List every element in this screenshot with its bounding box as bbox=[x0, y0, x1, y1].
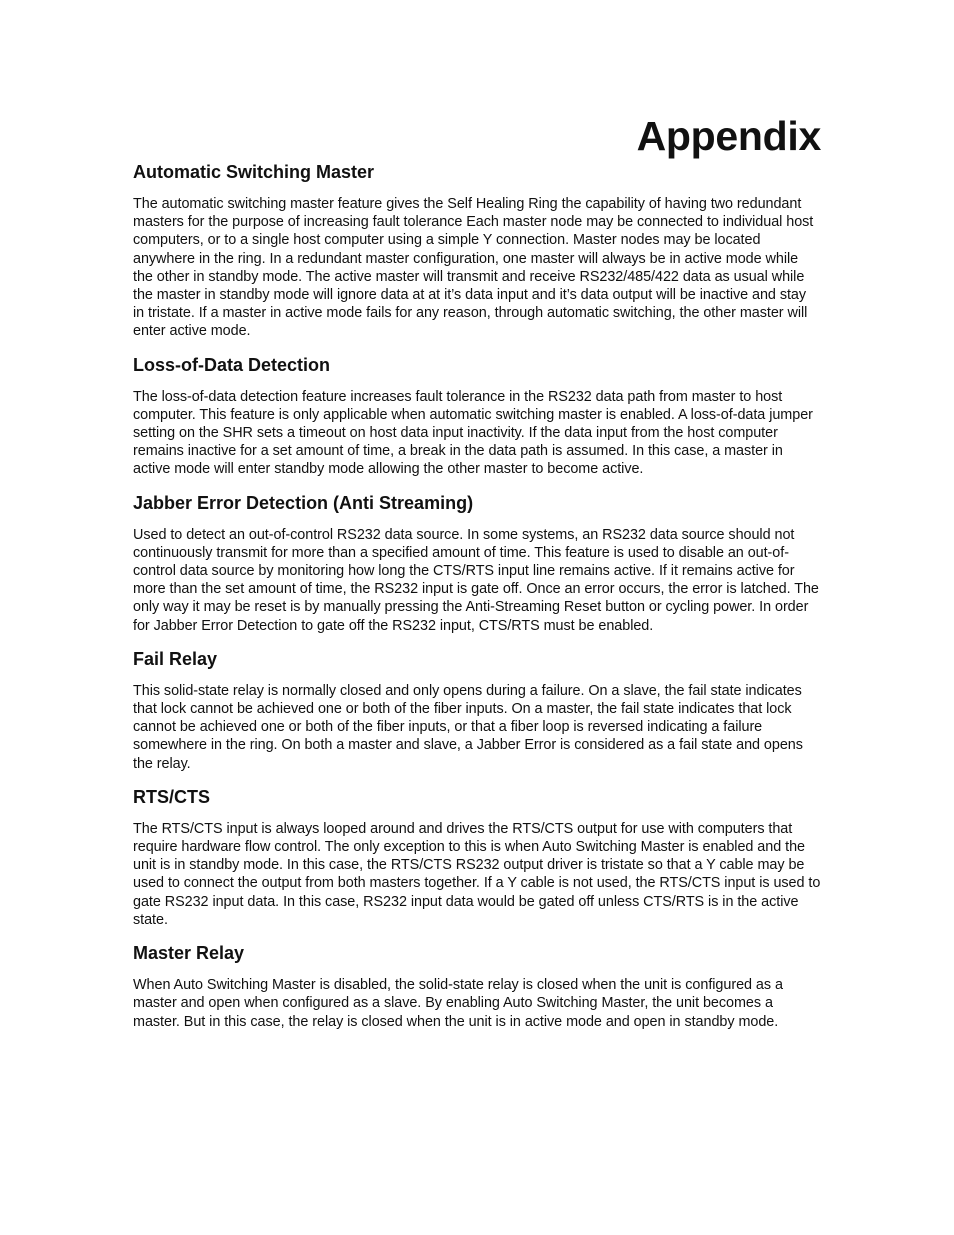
section-heading: Automatic Switching Master bbox=[133, 162, 375, 182]
section-heading: Loss-of-Data Detection bbox=[133, 354, 331, 375]
section-paragraph: The automatic switching master feature gives the Self Healing Ring the capability of having two redundant masters for the purpose of increasing fault tolerance Each master node may be connected to individual host computers, or to a single host computer using a simple Y connection. Master nodes may be located anywhere in the ring. In a redundant master configuration, one master will always be in active mode while the other in standby mode. The active master will transmit and receive RS232/485/422 data as usual while the master in standby mode will ignore data at at it’s data input and it’s data output will be inactive and stay in tristate. If a master in active mode fails for any reason, through automatic switching, the other master will enter active mode. bbox=[133, 196, 814, 340]
section-automatic-switching-master bbox=[133, 161, 821, 341]
section-fail-relay bbox=[133, 648, 821, 773]
section-paragraph: When Auto Switching Master is disabled, the solid-state relay is closed when the unit is configured as a master and open when configured as a slave. By enabling Auto Switching Master, the unit becomes a master. But in this case, the relay is closed when the unit is in active mode and open in standby mode. bbox=[133, 977, 783, 1030]
section-jabber-error-detection bbox=[133, 492, 821, 635]
section-heading: Fail Relay bbox=[133, 648, 218, 669]
section-paragraph: The RTS/CTS input is always looped around and drives the RTS/CTS output for use with computers that require hardware flow control. The only exception to this is when Auto Switching Master is enabled and the unit is in standby mode. In this case, the RTS/CTS RS232 output driver is tristate so that a Y cable may be used to connect the output from both masters together. If a Y cable is not used, the RTS/CTS input is used to gate RS232 input data. In this case, RS232 input data would be gated off unless CTS/RTS is in the active state. bbox=[133, 820, 821, 928]
section-loss-of-data-detection bbox=[133, 354, 821, 479]
page-title: Appendix bbox=[636, 113, 821, 159]
section-heading: RTS/CTS bbox=[133, 786, 211, 807]
section-master-relay bbox=[133, 942, 821, 1031]
section-paragraph: This solid-state relay is normally closed and only opens during a failure. On a slave, the fail state indicates that lock cannot be achieved one or both of the fiber inputs. On a master, the fail state indicates that lock cannot be achieved one or both of the fiber inputs, or that a fiber loop is reversed indicating a failure somewhere in the ring. On both a master and slave, a Jabber Error is considered as a fail state and opens the relay. bbox=[133, 682, 803, 772]
document-page bbox=[133, 108, 821, 1044]
section-heading: Master Relay bbox=[133, 943, 245, 964]
section-paragraph: Used to detect an out-of-control RS232 data source. In some systems, an RS232 data source should not continuously transmit for more than a specified amount of time. This feature is used to disable an out-of-control data source by monitoring how long the CTS/RTS input line remains active. If it remains active for more than the set amount of time, the RS232 input is gate off. Once an error occurs, the error is latched. The only way it may be reset is by manually pressing the Anti-Streaming Reset button or cycling power. In order for Jabber Error Detection to gate off the RS232 input, CTS/RTS must be enabled. bbox=[133, 526, 819, 634]
section-rts-cts bbox=[133, 786, 821, 929]
section-paragraph: The loss-of-data detection feature increases fault tolerance in the RS232 data path from master to host computer. This feature is only applicable when automatic switching master is enabled. A loss-of-data jumper setting on the SHR sets a timeout on host data input inactivity. If the data input from the host computer remains inactive for a set amount of time, a break in the data path is assumed. In this case, a master in active mode will enter standby mode allowing the other master to become active. bbox=[133, 388, 813, 478]
section-heading: Jabber Error Detection (Anti Streaming) bbox=[133, 492, 474, 513]
